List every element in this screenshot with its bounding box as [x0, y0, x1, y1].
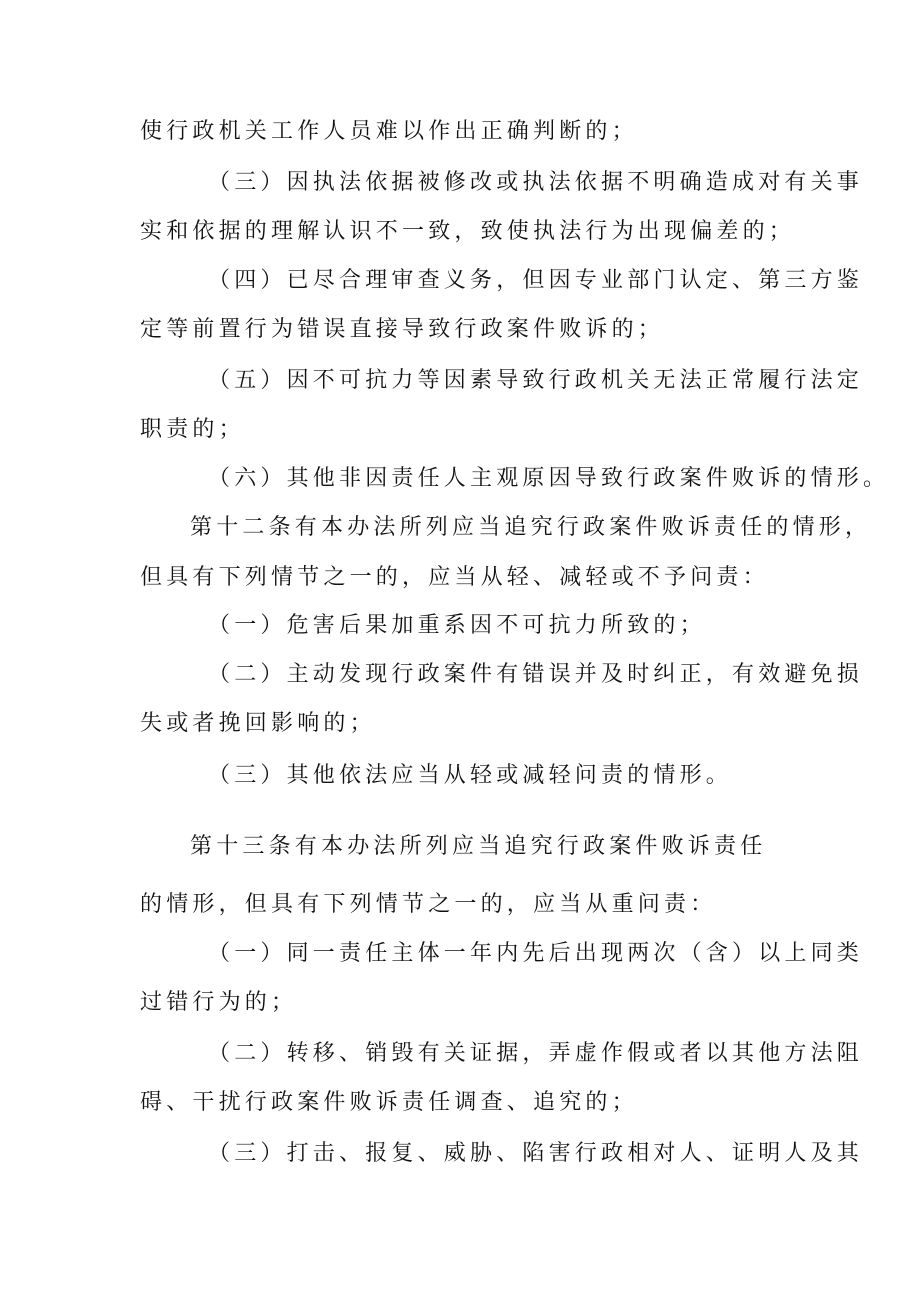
text-line-16: 的情形，但具有下列情节之一的，应当从重问责： [140, 892, 717, 917]
text-line-15: 第十三条有本办法所列应当追究行政案件败诉责任 [190, 834, 767, 859]
text-line-10: 但具有下列情节之一的，应当从轻、减轻或不予问责： [140, 565, 769, 590]
text-line-1: 使行政机关工作人员难以作出正确判断的； [140, 119, 638, 144]
text-line-20: 碍、干扰行政案件败诉责任调查、追究的； [140, 1090, 638, 1115]
text-line-11: （一）危害后果加重系因不可抗力所致的； [208, 613, 706, 638]
text-line-13: 失或者挽回影响的； [140, 711, 376, 736]
text-line-8: （六）其他非因责任人主观原因导致行政案件败诉的情形。 [208, 466, 890, 491]
text-line-18: 过错行为的； [140, 990, 298, 1015]
text-line-9: 第十二条有本办法所列应当追究行政案件败诉责任的情形， [190, 515, 872, 540]
text-line-6: （五）因不可抗力等因素导致行政机关无法正常履行法定 [208, 368, 864, 393]
text-line-5: 定等前置行为错误直接导致行政案件败诉的； [140, 317, 665, 342]
text-line-2: （三）因执法依据被修改或执法依据不明确造成对有关事 [208, 170, 864, 195]
text-line-12: （二）主动发现行政案件有错误并及时纠正，有效避免损 [208, 662, 864, 687]
text-line-14: （三）其他依法应当从轻或减轻问责的情形。 [208, 763, 733, 788]
text-line-3: 实和依据的理解认识不一致，致使执法行为出现偏差的； [140, 219, 796, 244]
text-line-7: 职责的； [140, 417, 245, 442]
text-line-4: （四）已尽合理审查义务，但因专业部门认定、第三方鉴 [208, 268, 864, 293]
text-line-19: （二）转移、销毁有关证据，弄虚作假或者以其他方法阻 [208, 1041, 864, 1066]
text-line-17: （一）同一责任主体一年内先后出现两次（含）以上同类 [208, 941, 864, 966]
text-line-21: （三）打击、报复、威胁、陷害行政相对人、证明人及其 [208, 1141, 864, 1166]
